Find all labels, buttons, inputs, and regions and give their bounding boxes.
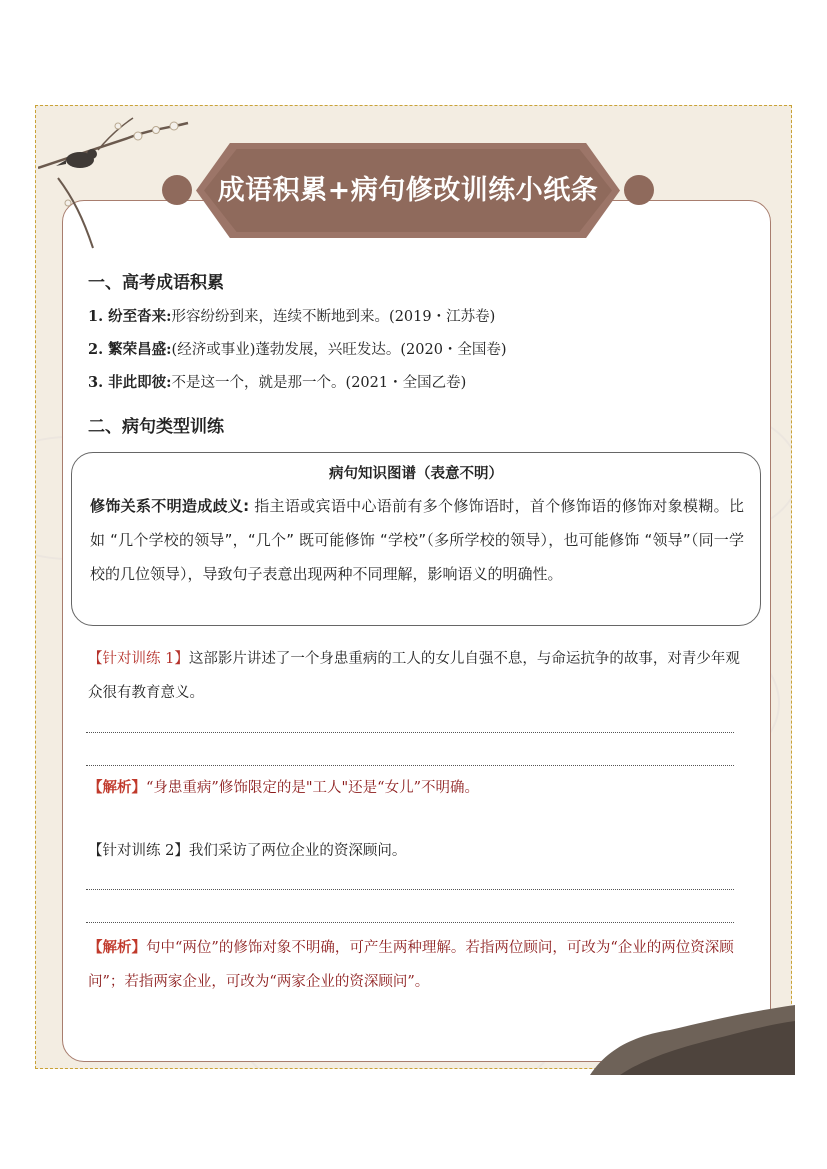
section2-heading: 二、病句类型训练 [88, 417, 224, 437]
banner-dot-left [162, 175, 192, 205]
analysis-2: 【解析】句中“两位”的修饰对象不明确，可产生两种理解。若指两位顾问，可改为“企业的两位资深顾问”；若指两家企业，可改为“两家企业的资深顾问”。 [88, 939, 734, 990]
section1-heading: 一、高考成语积累 [88, 273, 224, 293]
page-title: 成语积累+病句修改训练小纸条 21 [217, 175, 599, 301]
knowledge-box [71, 452, 761, 626]
title-banner [162, 143, 654, 301]
knowledge-box-body: 修饰关系不明造成歧义: 指主语或宾语中心语前有多个修饰语时，首个修饰语的修饰对象模糊。比如 “几个学校的领导”，“几个” 既可能修饰 “学校”（多所学校的领导），也可能修饰 “领导”（同一学校的几位领导），导致句子表意出现两种不同理解，影响语义的明确性。 [90, 497, 744, 583]
idiom-item-1: 1. 纷至沓来:形容纷纷到来，连续不断地到来。(2019・江苏卷) [88, 308, 496, 325]
mountain-rock-icon [590, 1005, 795, 1075]
knowledge-box-title: 病句知识图谱（表意不明） [329, 466, 503, 482]
banner-dot-right [624, 175, 654, 205]
idiom-item-3: 3. 非此即彼:不是这一个，就是那一个。(2021・全国乙卷) [88, 374, 467, 391]
training-1: 【针对训练 1】这部影片讲述了一个身患重病的工人的女儿自强不息，与命运抗争的故事，对青少年观众很有教育意义。 [88, 651, 740, 701]
answer-line [86, 732, 734, 733]
answer-line [86, 922, 734, 923]
idiom-item-2: 2. 繁荣昌盛:(经济或事业)蓬勃发展，兴旺发达。(2020・全国卷) [88, 341, 507, 358]
training-2: 【针对训练 2】我们采访了两位企业的资深顾问。 [88, 843, 407, 859]
answer-line [86, 889, 734, 890]
analysis-1: 【解析】“身患重病”修饰限定的是"工人"还是“女儿”不明确。 [88, 779, 479, 796]
answer-line [86, 765, 734, 766]
